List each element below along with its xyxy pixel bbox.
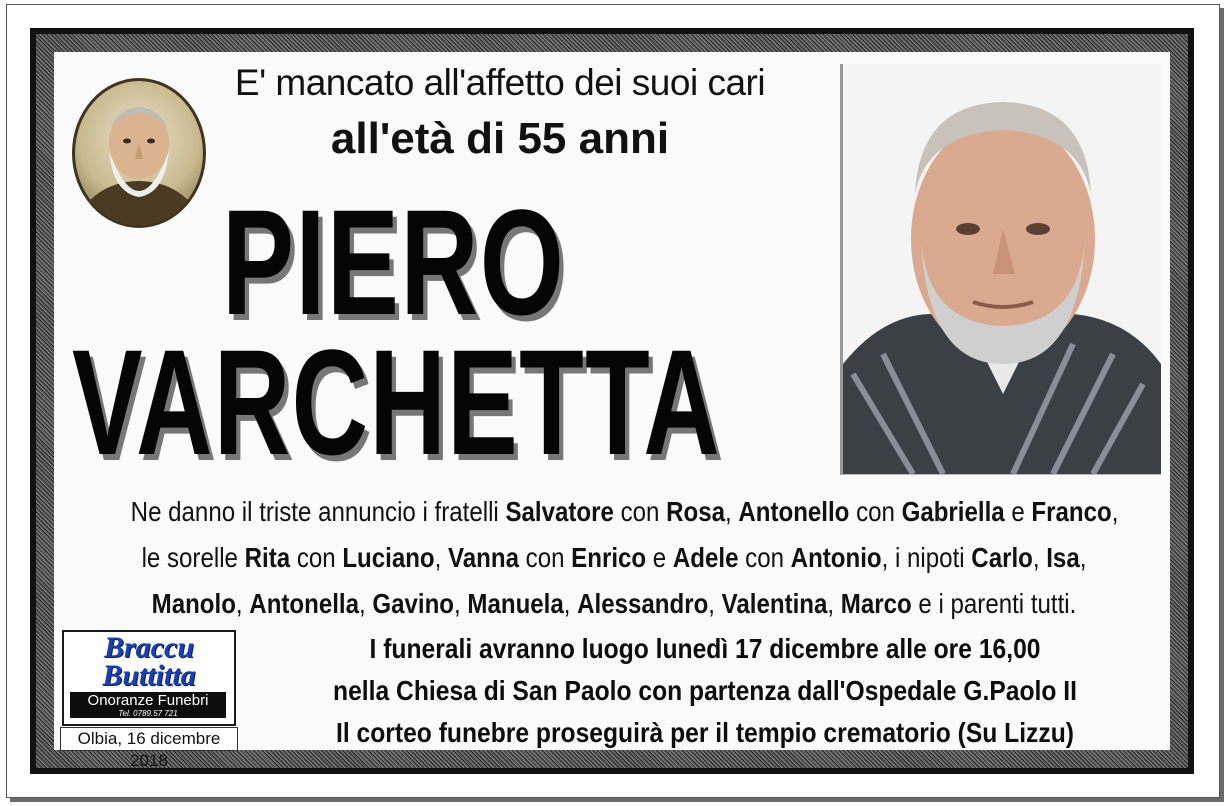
agency-name-line1: Braccu [104, 631, 194, 664]
intro-line: E' mancato all'affetto dei suoi cari [234, 62, 766, 103]
notice-line [130, 489, 1119, 535]
notice-text: e i parenti tutti. [911, 588, 1077, 619]
funeral-details [240, 628, 1170, 754]
notice-text: con [738, 542, 791, 573]
relative-name: Antonio [790, 542, 882, 573]
deceased-photo-image [840, 64, 1161, 475]
relative-name: Salvatore [505, 496, 614, 527]
notice-text: le sorelle [141, 542, 245, 573]
agency-name-line2: Buttitta [102, 659, 196, 692]
notice-text: , i nipoti [881, 542, 972, 573]
relative-name: Manolo [151, 588, 236, 619]
notice-text: , [563, 588, 578, 619]
relative-name: Antonella [249, 588, 360, 619]
relative-name: Manuela [467, 588, 564, 619]
notice-text: , [1111, 496, 1119, 527]
relative-name: Gavino [372, 588, 455, 619]
deceased-last-name: VARCHETTA [72, 318, 722, 486]
deceased-first-name: PIERO [222, 178, 566, 346]
notice-text: e [1004, 496, 1032, 527]
relative-name: Enrico [571, 542, 647, 573]
funeral-line-1: I funerali avranno luogo lunedì 17 dicembre alle ore 16,00 [369, 633, 1041, 664]
agency-name [64, 631, 234, 692]
notice-text: , [434, 542, 449, 573]
funeral-line-3: Il corteo funebre proseguirà per il tempio crematorio (Su Lizzu) [336, 717, 1074, 748]
relative-name: Adele [672, 542, 739, 573]
relative-name: Marco [840, 588, 912, 619]
funeral-agency-logo [62, 630, 236, 726]
relative-name: Rosa [666, 496, 725, 527]
relative-name: Valentina [721, 588, 828, 619]
notice-text: con [290, 542, 343, 573]
agency-phone: Tel. 0789.57 721 [118, 709, 178, 718]
notice-line [131, 581, 1098, 627]
relative-name: Isa [1046, 542, 1080, 573]
notice-text: , [454, 588, 468, 619]
relative-name: Franco [1031, 496, 1112, 527]
relative-name: Gabriella [901, 496, 1005, 527]
relative-name: Alessandro [577, 588, 709, 619]
notice-text: con [849, 496, 902, 527]
age-line: all'età di 55 anni [330, 114, 670, 163]
notice-text: , [1079, 542, 1087, 573]
family-notice [52, 489, 1176, 627]
notice-line [131, 535, 1098, 581]
relative-name: Rita [244, 542, 291, 573]
funeral-line-2: nella Chiesa di San Paolo con partenza dall'Ospedale G.Paolo II [333, 675, 1077, 706]
notice-text: , [235, 588, 250, 619]
notice-text: , [359, 588, 373, 619]
notice-text: , [724, 496, 739, 527]
notice-text: , [708, 588, 722, 619]
notice-text: , [827, 588, 841, 619]
place-date: Olbia, 16 dicembre 2018 [60, 727, 238, 751]
notice-text: e [646, 542, 673, 573]
notice-text: Ne danno il triste annuncio i fratelli [130, 496, 506, 527]
agency-subtitle: Onoranze Funebri [87, 692, 209, 709]
notice-text: , [1032, 542, 1047, 573]
relative-name: Vanna [448, 542, 519, 573]
notice-text: con [613, 496, 667, 527]
relative-name: Luciano [342, 542, 435, 573]
relative-name: Antonello [738, 496, 850, 527]
notice-text: con [518, 542, 572, 573]
relative-name: Carlo [971, 542, 1033, 573]
agency-banner [70, 692, 226, 718]
